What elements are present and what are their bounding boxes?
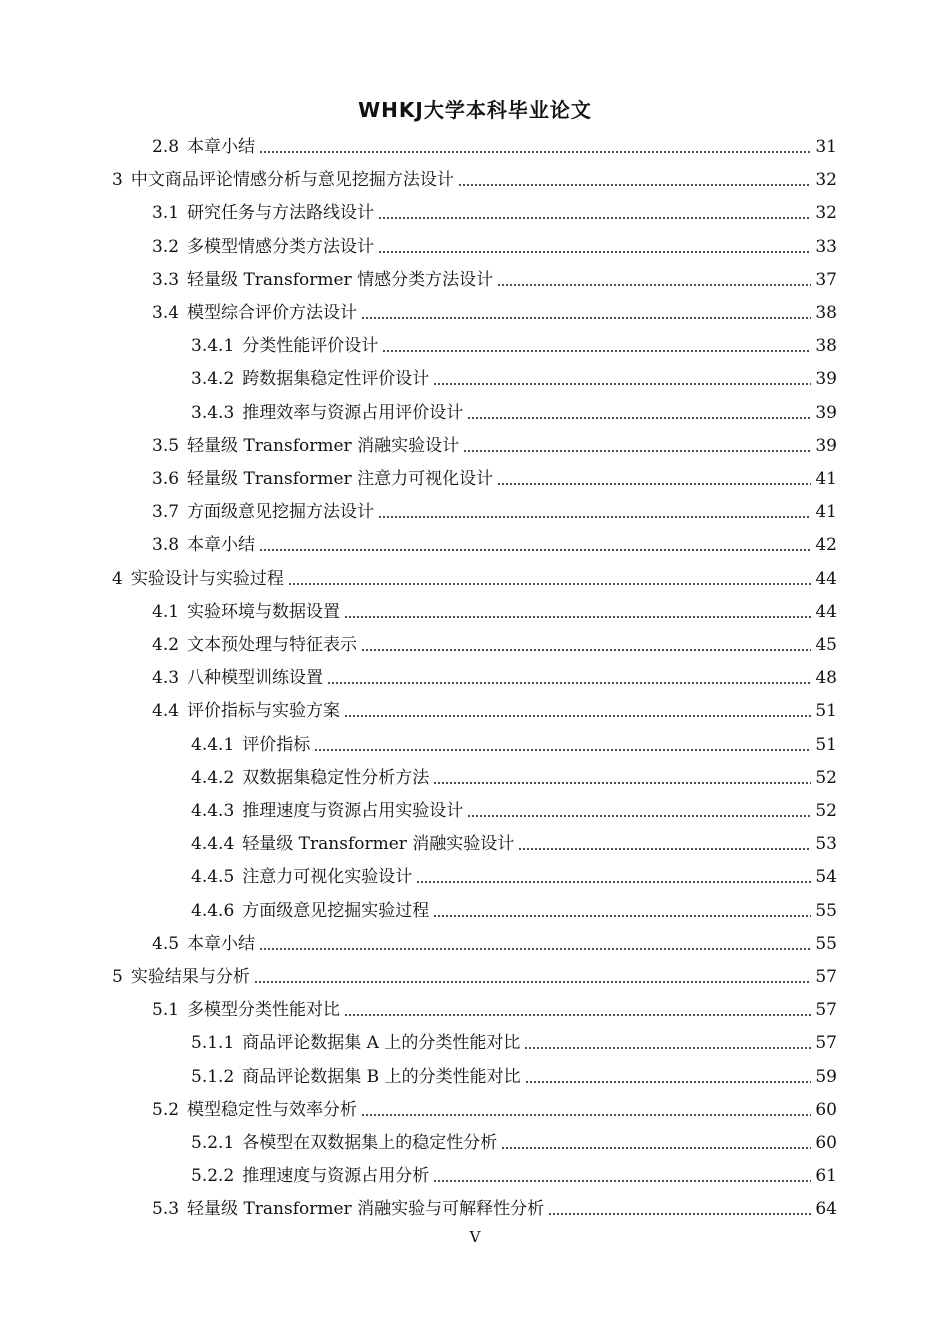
toc-entry-page: 53 [815, 834, 837, 855]
toc-entry-title: 商品评论数据集 A 上的分类性能对比 [242, 1033, 521, 1054]
toc-entry[interactable] [191, 327, 837, 357]
dot-leader [259, 151, 811, 153]
dot-leader [467, 417, 811, 419]
dot-leader [361, 1114, 811, 1116]
toc-entry[interactable] [152, 593, 837, 623]
toc-entry[interactable] [152, 1190, 837, 1220]
toc-entry-page: 52 [815, 801, 837, 821]
toc-entry[interactable] [112, 958, 837, 988]
toc-entry-number: 3.1 [152, 203, 180, 224]
dot-leader [344, 616, 811, 618]
dot-leader [327, 682, 811, 684]
toc-entry[interactable] [152, 493, 837, 523]
toc-entry[interactable] [112, 560, 837, 590]
toc-entry-page: 59 [815, 1066, 837, 1087]
toc-entry[interactable] [152, 228, 837, 258]
toc-entry[interactable] [152, 925, 837, 955]
dot-leader [433, 1180, 811, 1182]
dot-leader [497, 483, 811, 485]
toc-entry[interactable] [191, 759, 837, 789]
dot-leader [548, 1213, 811, 1215]
dot-leader [497, 284, 811, 286]
toc-entry-number: 2.8 [152, 137, 180, 157]
toc-entry-title: 模型稳定性与效率分析 [187, 1099, 358, 1120]
toc-entry[interactable] [152, 1091, 837, 1121]
toc-entry-number: 3.4.3 [191, 402, 235, 423]
toc-entry[interactable] [152, 427, 837, 457]
toc-entry[interactable] [152, 659, 837, 689]
dot-leader [378, 516, 811, 518]
toc-entry-title: 实验设计与实验过程 [130, 568, 284, 589]
toc-entry-title: 轻量级 Transformer 情感分类方法设计 [187, 269, 494, 290]
toc-entry-page: 51 [815, 734, 837, 755]
toc-entry-page: 54 [815, 867, 837, 888]
dot-leader [254, 981, 812, 983]
toc-entry-title: 轻量级 Transformer 注意力可视化设计 [187, 469, 494, 489]
toc-entry-page: 39 [815, 435, 837, 456]
toc-entry-title: 八种模型训练设置 [187, 668, 324, 689]
toc-entry-number: 5.1.1 [191, 1033, 235, 1054]
toc-entry[interactable] [191, 792, 837, 822]
toc-entry-number: 5.2 [152, 1099, 180, 1120]
toc-entry-title: 实验结果与分析 [130, 967, 250, 987]
toc-entry-number: 5.1 [152, 1000, 180, 1021]
toc-entry-page: 64 [815, 1199, 837, 1220]
toc-entry[interactable] [191, 360, 837, 390]
toc-entry-title: 评价指标 [242, 734, 311, 755]
toc-entry-title: 方面级意见挖掘方法设计 [187, 502, 375, 523]
dot-leader [259, 549, 811, 551]
toc-entry-page: 41 [815, 502, 837, 523]
dot-leader [433, 915, 811, 917]
running-header: WHKJ大学本科毕业论文 [358, 98, 592, 122]
toc-entry-title: 各模型在双数据集上的稳定性分析 [242, 1133, 498, 1153]
toc-entry-page: 39 [815, 369, 837, 390]
toc-entry-page: 55 [815, 933, 837, 954]
toc-entry-title: 注意力可视化实验设计 [242, 867, 413, 888]
toc-entry-number: 3.2 [152, 236, 180, 257]
toc-entry[interactable] [191, 1058, 837, 1088]
toc-entry-title: 模型综合评价方法设计 [187, 303, 358, 323]
dot-leader [314, 749, 811, 751]
toc-entry-number: 4.2 [152, 635, 180, 655]
dot-leader [433, 383, 811, 385]
toc-entry[interactable] [191, 858, 837, 888]
toc-entry-page: 44 [815, 568, 837, 589]
toc-entry[interactable] [191, 1157, 837, 1187]
toc-entry[interactable] [152, 194, 837, 224]
toc-entry-number: 4.4.4 [191, 834, 235, 855]
toc-entry[interactable] [191, 726, 837, 756]
toc-entry-number: 5.2.1 [191, 1133, 235, 1153]
toc-entry-title: 推理速度与资源占用实验设计 [242, 801, 464, 821]
toc-entry-title: 本章小结 [187, 933, 256, 954]
toc-entry-number: 5.3 [152, 1199, 180, 1220]
toc-entry[interactable] [152, 526, 837, 556]
toc-entry-title: 多模型分类性能对比 [187, 1000, 341, 1021]
toc-entry-title: 推理速度与资源占用分析 [242, 1166, 430, 1187]
dot-leader [344, 1014, 811, 1016]
toc-entry-title: 双数据集稳定性分析方法 [242, 767, 430, 788]
toc-entry[interactable] [191, 394, 837, 424]
dot-leader [259, 948, 811, 950]
toc-entry-page: 60 [815, 1099, 837, 1120]
toc-entry-title: 轻量级 Transformer 消融实验设计 [187, 435, 460, 456]
toc-entry-number: 4.4 [152, 701, 180, 722]
toc-entry-title: 研究任务与方法路线设计 [187, 203, 375, 224]
toc-entry[interactable] [152, 626, 837, 656]
toc-entry-number: 3.4.2 [191, 369, 235, 390]
toc-entry-title: 推理效率与资源占用评价设计 [242, 402, 464, 423]
dot-leader [288, 583, 812, 585]
toc-entry-page: 31 [815, 137, 837, 157]
toc-entry[interactable] [152, 460, 837, 490]
toc-entry-title: 跨数据集稳定性评价设计 [242, 369, 430, 390]
toc-entry-number: 4.3 [152, 668, 180, 689]
toc-entry-number: 4.1 [152, 601, 180, 622]
toc-entry-page: 39 [815, 402, 837, 423]
toc-entry-page: 45 [815, 635, 837, 655]
page-number: V [469, 1228, 481, 1246]
dot-leader [524, 1047, 811, 1049]
toc-entry-number: 4.5 [152, 933, 180, 954]
toc-entry[interactable] [152, 261, 837, 291]
toc-entry-number: 3.4 [152, 303, 180, 323]
toc-entry-number: 4.4.3 [191, 801, 235, 821]
toc-entry-page: 61 [815, 1166, 837, 1187]
toc-entry-number: 5 [112, 967, 123, 987]
toc-entry[interactable] [112, 161, 837, 191]
toc-entry-number: 3.3 [152, 269, 180, 290]
toc-entry-page: 32 [815, 203, 837, 224]
toc-entry[interactable] [191, 1124, 837, 1154]
dot-leader [361, 317, 811, 319]
toc-entry-number: 3.5 [152, 435, 180, 456]
toc-entry-page: 52 [815, 767, 837, 788]
toc-entry-title: 分类性能评价设计 [242, 336, 379, 357]
dot-leader [458, 184, 812, 186]
dot-leader [344, 715, 811, 717]
toc-entry-title: 本章小结 [187, 535, 256, 556]
dot-leader [518, 848, 811, 850]
toc-entry-title: 商品评论数据集 B 上的分类性能对比 [242, 1066, 521, 1087]
toc-entry-page: 41 [815, 469, 837, 489]
toc-entry-page: 57 [815, 1000, 837, 1021]
dot-leader [361, 649, 811, 651]
toc-entry-title: 实验环境与数据设置 [187, 601, 341, 622]
dot-leader [378, 217, 811, 219]
toc-entry-page: 51 [815, 701, 837, 722]
toc-entry-number: 4 [112, 568, 123, 589]
dot-leader [416, 881, 811, 883]
toc-entry-number: 5.2.2 [191, 1166, 235, 1187]
toc-entry-page: 44 [815, 601, 837, 622]
dot-leader [501, 1147, 811, 1149]
toc-entry-page: 57 [815, 967, 837, 987]
toc-entry-page: 38 [815, 336, 837, 357]
dot-leader [525, 1081, 812, 1083]
dot-leader [382, 350, 811, 352]
toc-entry-page: 32 [815, 170, 837, 191]
toc-entry-page: 57 [815, 1033, 837, 1054]
toc-entry-number: 4.4.2 [191, 767, 235, 788]
toc-entry-title: 多模型情感分类方法设计 [187, 236, 375, 257]
toc-entry-number: 5.1.2 [191, 1066, 235, 1087]
toc-entry[interactable] [152, 128, 837, 158]
toc-entry-page: 33 [815, 236, 837, 257]
toc-entry-title: 方面级意见挖掘实验过程 [242, 900, 430, 921]
toc-entry-title: 中文商品评论情感分析与意见挖掘方法设计 [130, 170, 454, 191]
dot-leader [467, 815, 811, 817]
toc-entry[interactable] [152, 294, 837, 324]
toc-entry-page: 42 [815, 535, 837, 556]
toc-entry[interactable] [191, 892, 837, 922]
toc-entry-number: 3 [112, 170, 123, 191]
toc-entry[interactable] [152, 991, 837, 1021]
toc-entry-title: 轻量级 Transformer 消融实验与可解释性分析 [187, 1199, 545, 1220]
toc-entry-number: 3.7 [152, 502, 180, 523]
toc-entry-number: 4.4.5 [191, 867, 235, 888]
toc-entry-title: 轻量级 Transformer 消融实验设计 [242, 834, 515, 855]
toc-entry-number: 4.4.1 [191, 734, 235, 755]
toc-entry-page: 55 [815, 900, 837, 921]
toc-entry-title: 文本预处理与特征表示 [187, 635, 358, 655]
toc-entry[interactable] [191, 1024, 837, 1054]
dot-leader [378, 251, 811, 253]
toc-entry[interactable] [152, 692, 837, 722]
toc-entry-title: 本章小结 [187, 137, 256, 157]
toc-entry-page: 48 [815, 668, 837, 689]
toc-entry-page: 38 [815, 303, 837, 323]
dot-leader [463, 450, 811, 452]
toc-entry-page: 37 [815, 269, 837, 290]
toc-entry-number: 4.4.6 [191, 900, 235, 921]
toc-entry-title: 评价指标与实验方案 [187, 701, 341, 722]
toc-entry-number: 3.8 [152, 535, 180, 556]
toc-entry[interactable] [191, 825, 837, 855]
toc-entry-number: 3.4.1 [191, 336, 235, 357]
dot-leader [433, 782, 811, 784]
toc-entry-number: 3.6 [152, 469, 180, 489]
toc-entry-page: 60 [815, 1133, 837, 1153]
